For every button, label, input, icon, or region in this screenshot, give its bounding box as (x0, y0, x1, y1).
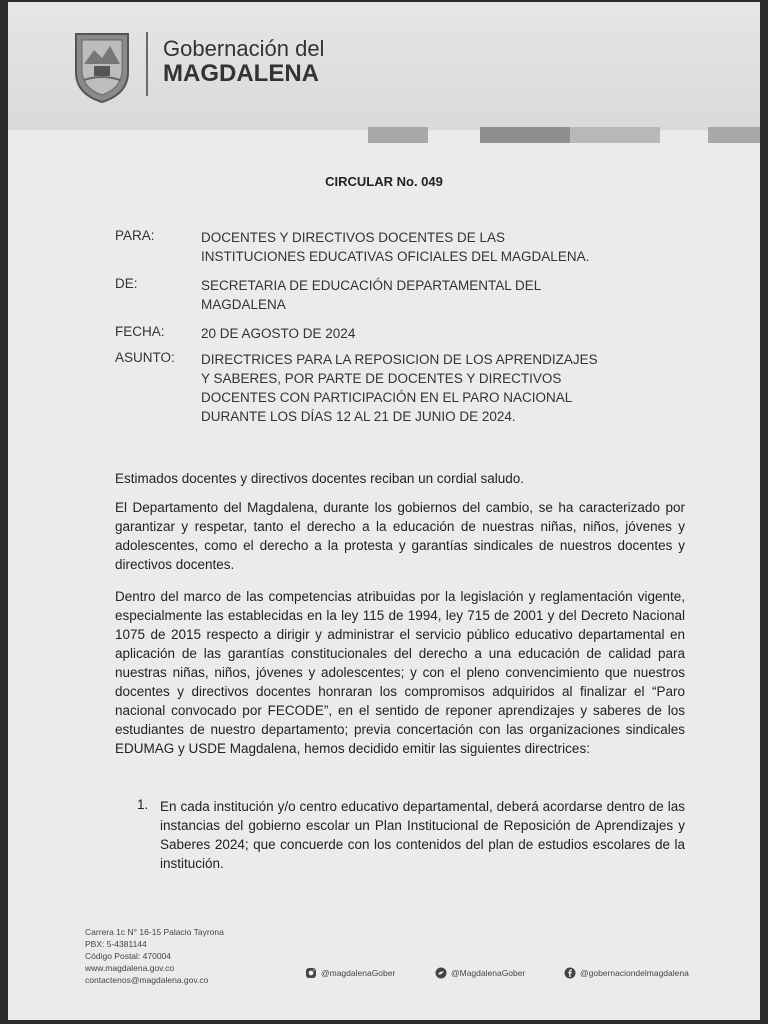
coat-of-arms-logo (70, 24, 134, 104)
asunto-label: ASUNTO: (115, 350, 175, 365)
letterhead-stripe (570, 127, 660, 143)
instagram-handle: @magdalenaGober (305, 967, 395, 979)
twitter-handle: @MagdalenaGober (435, 967, 525, 979)
circular-title: CIRCULAR No. 049 (325, 174, 443, 189)
greeting-paragraph: Estimados docentes y directivos docentes reciban un cordial saludo. (115, 471, 524, 486)
letterhead-stripe (708, 127, 760, 143)
letterhead-stripe (480, 127, 570, 143)
footer-address: Carrera 1c N° 16-15 Palacio Tayrona PBX: 5-4381144 Código Postal: 470004 www.magdalena.gov.co contactenos@magdalena.gov.co (85, 927, 224, 985)
para-value: DOCENTES Y DIRECTIVOS DOCENTES DE LAS INSTITUCIONES EDUCATIVAS OFICIALES DEL MAGDALENA. (201, 230, 590, 264)
list-item-number: 1. (137, 797, 149, 812)
body-paragraph-1: El Departamento del Magdalena, durante los gobiernos del cambio, se ha caracterizado por garantizar y respetar, tanto el derecho a la educación de nuestras niñas, niños, jóvenes y adolescentes, como el derecho a la protesta y garantías sindicales de nuestros docentes y directivos docentes. (115, 500, 685, 572)
twitter-icon (435, 967, 447, 979)
logo-divider (146, 32, 148, 96)
document-page (8, 2, 760, 1020)
de-label: DE: (115, 276, 138, 291)
instagram-icon (305, 967, 317, 979)
fecha-label: FECHA: (115, 324, 165, 339)
asunto-value: DIRECTRICES PARA LA REPOSICION DE LOS APRENDIZAJES Y SABERES, POR PARTE DE DOCENTES Y DIRECTIVOS DOCENTES CON PARTICIPACIÓN EN EL PARO NACIONAL DURANTE LOS DÍAS 12 AL 21 DE JUNIO DE 2024. (201, 352, 598, 424)
para-label: PARA: (115, 228, 155, 243)
facebook-icon (564, 967, 576, 979)
de-value: SECRETARIA DE EDUCACIÓN DEPARTAMENTAL DEL MAGDALENA (201, 278, 542, 312)
letterhead-stripe (368, 127, 428, 143)
org-name-line2: MAGDALENA (163, 60, 319, 87)
fecha-value: 20 DE AGOSTO DE 2024 (201, 326, 356, 341)
body-paragraph-2: Dentro del marco de las competencias atribuidas por la legislación y reglamentación vigente, especialmente las establecidas en la ley 115 de 1994, ley 715 de 2001 y del Decreto Nacional 1075 de 2015 respecto a dirigir y administrar el servicio público educativo departamental en aplicación de las garantías constitucionales del derecho a una educación de calidad para nuestras niñas, niños, jóvenes y adolescentes; y con el pleno convencimiento que nuestros docentes y directivos docentes honraran los compromisos adquiridos al finalizar el “Paro nacional convocado por FECODE”, en el sentido de reponer aprendizajes y saberes de los estudiantes de nuestro departamento; previa concertación con las organizaciones sindicales EDUMAG y USDE Magdalena, hemos decidido emitir las siguientes directrices: (115, 589, 685, 756)
list-item-text: En cada institución y/o centro educativo departamental, deberá acordarse dentro de las instancias del gobierno escolar un Plan Institucional de Reposición de Aprendizajes y Saberes 2024; que concuerde con los contenidos del plan de estudios escolares de la institución. (160, 799, 685, 871)
facebook-handle: @gobernaciondelmagdalena (564, 967, 689, 979)
org-name-line1: Gobernación del (163, 36, 325, 61)
